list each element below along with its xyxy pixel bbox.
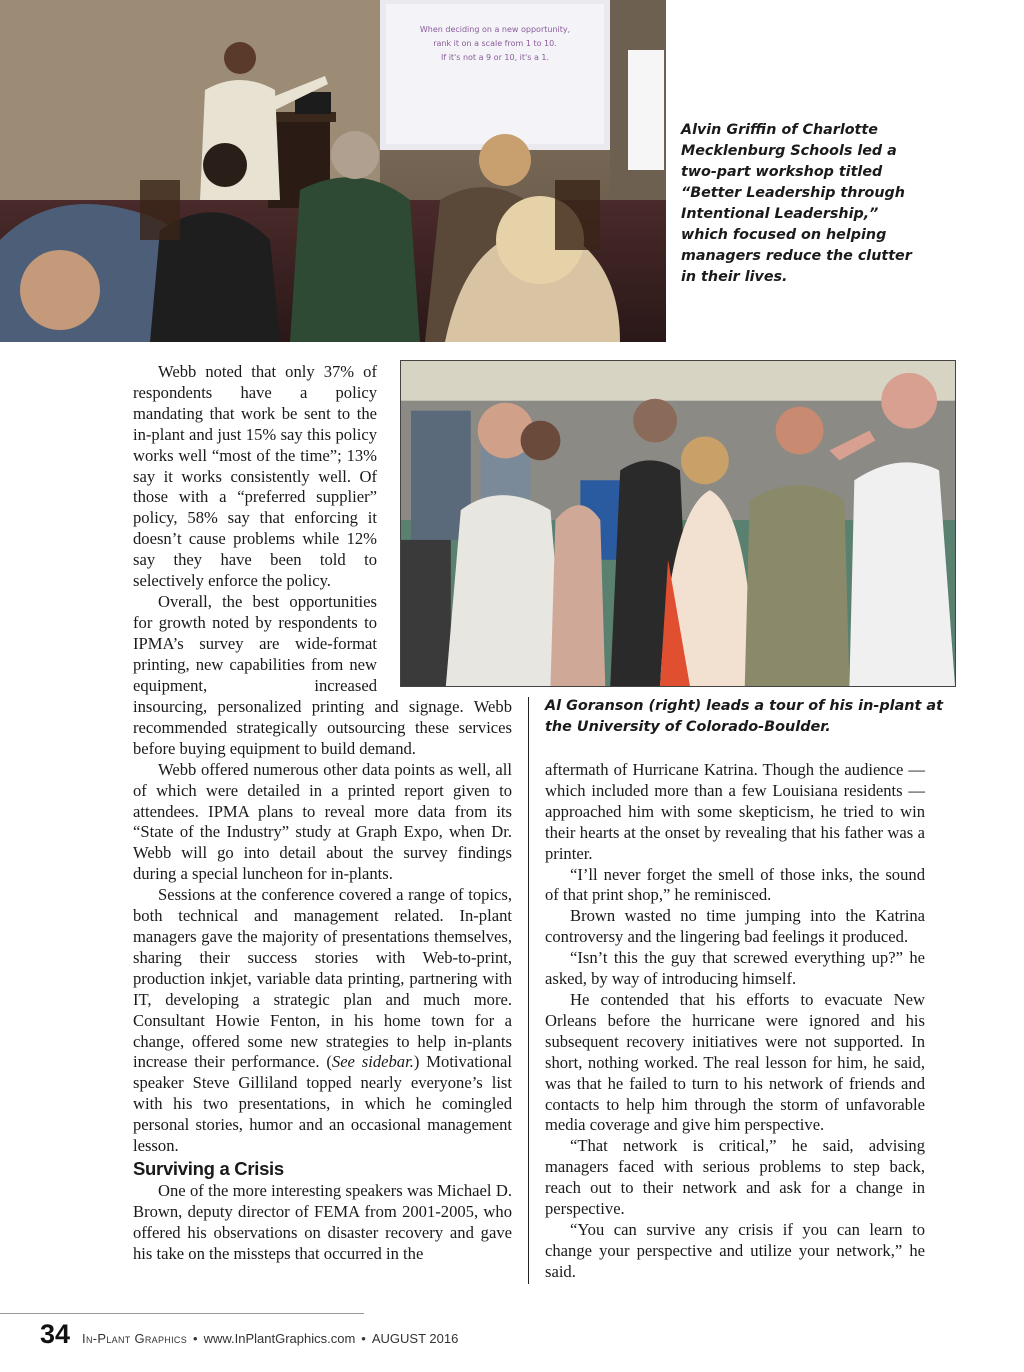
article-column-3	[545, 760, 925, 1283]
slide-line-2: rank it on a scale from 1 to 10.	[433, 39, 557, 48]
paragraph: Brown wasted no time jumping into the Katrina controversy and the lingering bad feelings it produced.	[545, 906, 925, 947]
paragraph: “That network is critical,” he said, advising managers faced with serious problems to step back, reach out to their network and ask for a change in perspective.	[545, 1136, 925, 1219]
workshop-photo-caption: Alvin Griffin of Charlotte Mecklenburg Schools led a two-part workshop titled “Better Leadership through Intentional Leadership,” which focused on helping managers reduce the clutter in their lives.	[681, 122, 912, 285]
paragraph: Overall, the best opportunities for growth noted by respondents to IPMA’s survey are wide-format printing, new capabilities from new equipment, increased	[133, 591, 377, 695]
slide-line-3: If it's not a 9 or 10, it's a 1.	[440, 53, 550, 62]
article-column-2	[133, 697, 512, 1265]
paragraph: “You can survive any crisis if you can learn to change your perspective and utilize your network,” he said.	[545, 1219, 925, 1281]
paragraph-text: Motivational speaker Steve Gilliland topped nearly everyone’s list with his two presentations, in which he comingled personal stories, humor and an occasional management lesson.	[133, 1052, 512, 1156]
footer-bullet: •	[361, 1331, 366, 1346]
workshop-photo-illustration	[0, 0, 666, 342]
column-divider	[528, 697, 529, 1284]
paragraph: He contended that his efforts to evacuate New Orleans before the hurricane were ignored and his subsequent recovery initiatives were not supported. In short, nothing worked. The real lesson for him, he said, was that he failed to turn to his network of friends and contacts to help him through the storm of unfavorable media coverage and give him perspective.	[545, 989, 925, 1135]
page-footer	[40, 1319, 458, 1347]
paragraph: “I’ll never forget the smell of those inks, the sound of that print shop,” he reminisced.	[545, 864, 925, 905]
slide-line-1: When deciding on a new opportunity,	[419, 25, 571, 34]
see-sidebar-reference: See sidebar.	[331, 1052, 414, 1072]
footer-bullet: •	[193, 1331, 198, 1346]
subheading: Surviving a Crisis	[133, 1157, 284, 1179]
issue-date: AUGUST 2016	[371, 1331, 459, 1346]
article-column-1	[133, 362, 377, 697]
paragraph: “Isn’t this the guy that screwed everything up?” he asked, by way of introducing himself.	[545, 948, 925, 989]
publication-name: In-Plant Graphics	[82, 1331, 187, 1346]
paragraph: Sessions at the conference covered a range of topics, both technical and management related. In-plant managers gave the majority of presentations themselves, sharing their success stories with Web-to-print, production inkjet, variable data printing, partnering with IT, developing a strategic plan and much more. Consultant Howie Fenton, in his home town for a change, offered some new strategies to help in-plants increase their performance. (See sidebar.) Motivational speaker Steve Gilliland topped nearly everyone’s list with his two presentations, in which he comingled personal stories, humor and an occasional management lesson.	[133, 885, 512, 1156]
website-url: www.InPlantGraphics.com	[203, 1331, 356, 1346]
tour-photo	[400, 360, 956, 687]
tour-photo-caption: Al Goranson (right) leads a tour of his in-plant at the University of Colorado-Boulder.	[545, 698, 944, 735]
paragraph: One of the more interesting speakers was Michael D. Brown, deputy director of FEMA from 2001-2005, who offered his observations on disaster recovery and gave his take on the missteps that occurred in the	[133, 1180, 512, 1263]
paragraph-continuation: insourcing, personalized printing and signage. Webb recommended strategically outsourcing these services before buying equipment to build demand.	[133, 697, 512, 758]
footer-rule	[0, 1313, 364, 1314]
paragraph: Webb offered numerous other data points as well, all of which were detailed in a printed report given to attendees. IPMA plans to reveal more data from its “State of the Industry” study at Graph Expo, when Dr. Webb will go into detail about the survey findings during a special luncheon for in-plants.	[133, 759, 512, 884]
tour-photo-illustration	[401, 361, 955, 686]
page-number: 34	[40, 1319, 71, 1349]
workshop-photo	[0, 0, 666, 342]
paragraph-continuation: aftermath of Hurricane Katrina. Though the audience — which included more than a few Louisiana residents — approached him with some skepticism, he tried to win their hearts at the onset by revealing that his father was a printer.	[545, 760, 925, 863]
paragraph: Webb noted that only 37% of respondents have a policy mandating that work be sent to the in-plant and just 15% say this policy works well “most of the time”; 13% say it works consistently well. Of those with a “preferred supplier” policy, 58% say that enforcing it doesn’t cause problems while 12% say they have been told to selectively enforce the policy.	[133, 362, 377, 591]
paragraph-text: Sessions at the conference covered a range of topics, both technical and management related. In-plant managers gave the majority of presentations themselves, sharing their success stories with Web-to-print, production inkjet, variable data printing, partnering with IT, developing a strategic plan and much more. Consultant Howie Fenton, in his home town for a change, offered some new strategies to help in-plants increase their performance.	[133, 885, 512, 1072]
